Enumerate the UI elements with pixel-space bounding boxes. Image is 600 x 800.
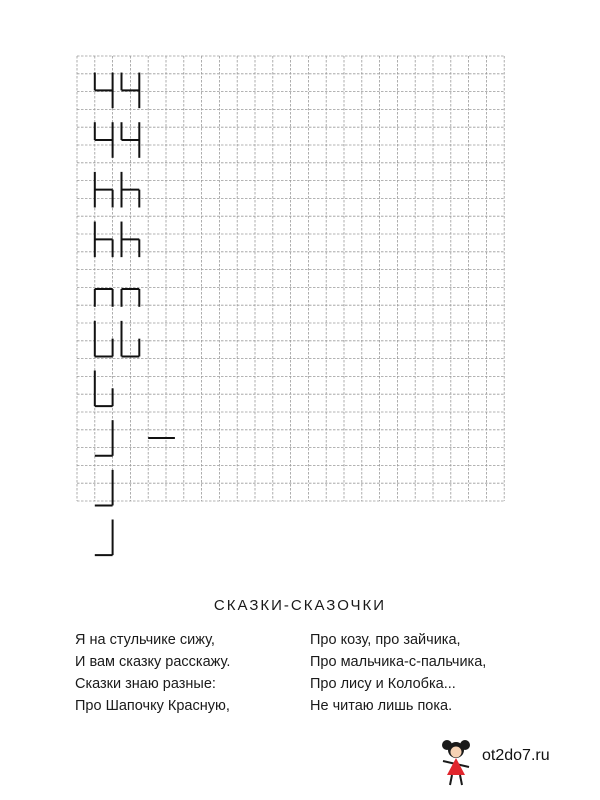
poem-line: Про Шапочку Красную, [75,698,230,714]
poem-line: Про козу, про зайчика, [310,632,461,648]
poem-line: Не читаю лишь пока. [310,698,453,714]
poem-title: СКАЗКИ-СКАЗОЧКИ [213,597,387,614]
poem-left-column [75,629,230,717]
poem-line: Про мальчика-с-пальчика, [310,654,487,670]
poem-line: И вам сказку расскажу. [75,654,231,670]
poem-line: Про лису и Колобка... [310,676,456,692]
poem-line: Сказки знаю разные: [75,676,216,692]
grid-lines [77,56,504,501]
site-url: ot2do7.ru [482,747,550,764]
girl-doll-icon [438,737,474,787]
poem-right-column [310,629,486,717]
poem-line: Я на стульчике сижу, [75,632,215,648]
